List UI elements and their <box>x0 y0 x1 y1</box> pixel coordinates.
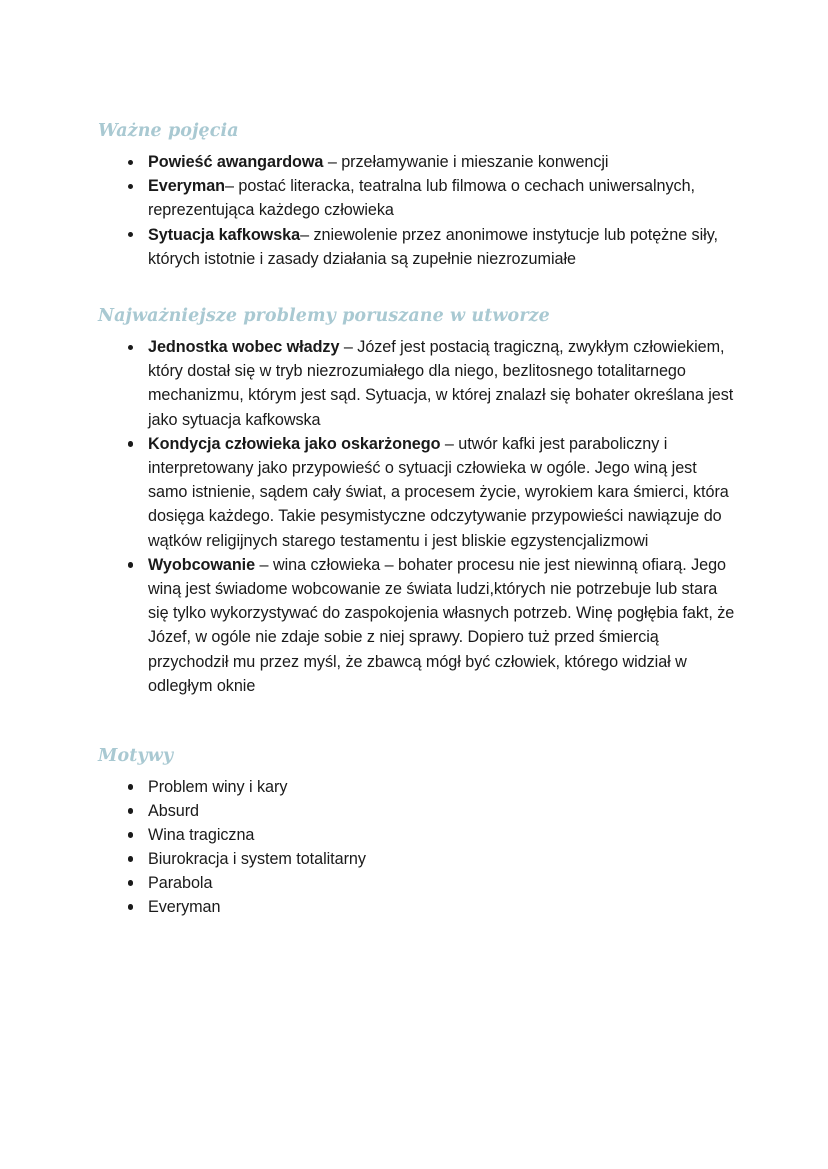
list-item <box>98 895 738 919</box>
list-item <box>98 553 738 698</box>
bullet-dot-icon <box>128 784 133 789</box>
list-item <box>98 174 738 222</box>
list-item-desc: Wina tragiczna <box>148 826 255 845</box>
bullet-dot-icon <box>128 184 133 189</box>
bullet-dot-icon <box>128 808 133 813</box>
list-item-term: Jednostka wobec władzy <box>148 338 340 357</box>
section-najwazniejsze-problemy <box>98 305 738 698</box>
notes-content <box>98 120 738 919</box>
list-item-desc: Problem winy i kary <box>148 778 288 797</box>
list-item-term: Everyman <box>148 177 225 196</box>
section-motywy <box>98 745 738 919</box>
bullet-list <box>98 335 738 698</box>
list-item <box>98 223 738 271</box>
list-item-desc: – utwór kafki jest paraboliczny i interpretowany jako przypowieść o sytuacji człowieka w ogóle. Jego winą jest samo istnienie, sądem cały świat, a procesem życie, wyrokiem kara śmierci, która dosięga każdego. Takie pesymistyczne odczytywanie przypowieści nawiązuje do wątków religijnych starego testamentu i jest bliskie egzystencjalizmowi <box>148 434 729 550</box>
bullet-list <box>98 150 738 271</box>
list-item-term: Powieść awangardowa <box>148 153 324 171</box>
bullet-dot-icon <box>128 441 133 446</box>
list-item <box>98 335 738 432</box>
list-item <box>98 799 738 823</box>
section-heading: Najważniejsze problemy poruszane w utworze <box>98 306 550 327</box>
section-wazne-pojecia <box>98 120 738 271</box>
list-item-term: Sytuacja kafkowska <box>148 225 301 244</box>
bullet-dot-icon <box>128 562 133 567</box>
list-item-desc: Everyman <box>148 898 221 917</box>
bullet-dot-icon <box>128 856 133 861</box>
list-item-desc: – postać literacka, teatralna lub filmowa o cechach uniwersalnych, reprezentująca każdego człowieka <box>148 177 695 220</box>
list-item-term: Kondycja człowieka jako oskarżonego <box>148 434 441 453</box>
list-item-desc: Biurokracja i system totalitarny <box>148 850 366 869</box>
bullet-dot-icon <box>128 345 133 350</box>
bullet-dot-icon <box>128 160 133 165</box>
list-item-desc: – Józef jest postacią tragiczną, zwykłym człowiekiem, który dostał się w tryb niezrozumiałego dla niego, bezlitosnego totalitarnego mechanizmu, którym jest sąd. Sytuacja, w której znalazł się bohater określana jest jako sytuacja kafkowska <box>148 338 734 429</box>
section-heading: Motywy <box>98 746 174 767</box>
bullet-dot-icon <box>128 904 133 909</box>
list-item-term: Wyobcowanie <box>148 555 256 574</box>
list-item <box>98 775 738 799</box>
list-item <box>98 432 738 553</box>
list-item-desc: – wina człowieka – bohater procesu nie jest niewinną ofiarą. Jego winą jest świadome wobcowanie ze świata ludzi,których nie potrzebuje lub stara się tylko wykorzystywać do zaspokojenia własnych potrzeb. Winę pogłębia fakt, że Józef, w ogóle nie zdaje sobie z niej sprawy. Dopiero tuż przed śmiercią przychodził mu przez myśl, że zbawcą mógł być człowiek, którego widział w odległym oknie <box>148 555 735 695</box>
section-heading: Ważne pojęcia <box>98 121 239 141</box>
list-item <box>98 150 738 174</box>
bullet-dot-icon <box>128 232 133 237</box>
list-item-desc: Parabola <box>148 874 213 893</box>
bullet-dot-icon <box>128 880 133 885</box>
list-item <box>98 871 738 895</box>
list-item <box>98 823 738 847</box>
list-item-desc: Absurd <box>148 802 199 821</box>
list-item-desc: – zniewolenie przez anonimowe instytucje lub potężne siły, których istotnie i zasady działania są zupełnie niezrozumiałe <box>148 225 718 268</box>
list-item <box>98 847 738 871</box>
bullet-list <box>98 775 738 919</box>
bullet-dot-icon <box>128 832 133 837</box>
list-item-desc: – przełamywanie i mieszanie konwencji <box>323 153 609 171</box>
